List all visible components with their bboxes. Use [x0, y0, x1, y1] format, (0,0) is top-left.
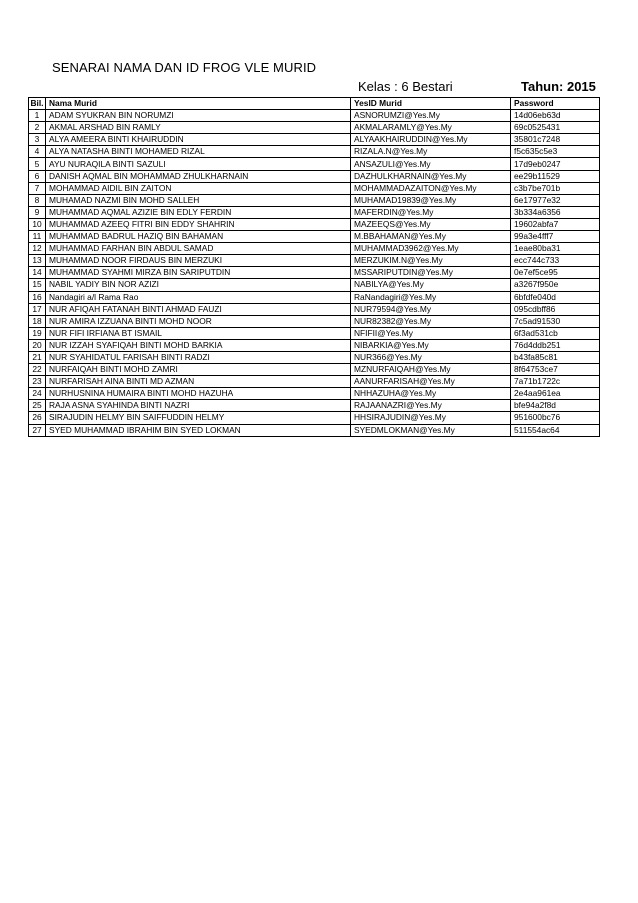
yesid-cell: SYEDMLOKMAN@Yes.My — [351, 424, 511, 436]
password-cell: 17d9eb0247 — [511, 158, 600, 170]
row-number-cell: 14 — [29, 267, 46, 279]
table-row — [29, 122, 600, 134]
page-title: SENARAI NAMA DAN ID FROG VLE MURID — [52, 60, 317, 75]
student-name-cell: NURFAIQAH BINTI MOHD ZAMRI — [46, 364, 351, 376]
class-label: Kelas : 6 Bestari — [358, 79, 453, 94]
table-row — [29, 315, 600, 327]
column-header-bil: Bil. — [30, 98, 44, 109]
password-cell: b43fa85c81 — [511, 351, 600, 363]
student-name-cell: NUR SYAHIDATUL FARISAH BINTI RADZI — [46, 351, 351, 363]
password-cell: 76d4ddb251 — [511, 339, 600, 351]
yesid-cell: NFIFII@Yes.My — [351, 327, 511, 339]
column-header-nama: Nama Murid — [46, 98, 351, 110]
table-row — [29, 170, 600, 182]
row-number-cell: 9 — [29, 206, 46, 218]
table-row — [29, 388, 600, 400]
student-name-cell: MOHAMMAD AIDIL BIN ZAITON — [46, 182, 351, 194]
table-row — [29, 339, 600, 351]
password-cell: 6e17977e32 — [511, 194, 600, 206]
yesid-cell: RIZALA.N@Yes.My — [351, 146, 511, 158]
row-number-cell: 3 — [29, 134, 46, 146]
yesid-cell: NHHAZUHA@Yes.My — [351, 388, 511, 400]
student-name-cell: MUHAMMAD AZEEQ FITRI BIN EDDY SHAHRIN — [46, 218, 351, 230]
row-number-cell: 10 — [29, 218, 46, 230]
password-cell: 095cdbff86 — [511, 303, 600, 315]
password-cell: 69c0525431 — [511, 122, 600, 134]
table-row — [29, 327, 600, 339]
student-name-cell: ALYA AMEERA BINTI KHAIRUDDIN — [46, 134, 351, 146]
row-number-cell: 13 — [29, 255, 46, 267]
yesid-cell: NABILYA@Yes.My — [351, 279, 511, 291]
row-number-cell: 6 — [29, 170, 46, 182]
password-cell: 19602abfa7 — [511, 218, 600, 230]
password-cell: 7a71b1722c — [511, 376, 600, 388]
password-cell: 14d06eb63d — [511, 110, 600, 122]
row-number-cell: 25 — [29, 400, 46, 412]
yesid-cell: HHSIRAJUDIN@Yes.My — [351, 412, 511, 424]
password-cell: 7c5ad91530 — [511, 315, 600, 327]
password-cell: 35801c7248 — [511, 134, 600, 146]
row-number-cell: 18 — [29, 315, 46, 327]
student-name-cell: NUR AFIQAH FATANAH BINTI AHMAD FAUZI — [46, 303, 351, 315]
password-cell: 2e4aa961ea — [511, 388, 600, 400]
password-cell: 6bfdfe040d — [511, 291, 600, 303]
table-row — [29, 146, 600, 158]
student-name-cell: SIRAJUDIN HELMY BIN SAIFFUDDIN HELMY — [46, 412, 351, 424]
password-cell: bfe94a2f8d — [511, 400, 600, 412]
table-row — [29, 231, 600, 243]
yesid-cell: MZNURFAIQAH@Yes.My — [351, 364, 511, 376]
table-row — [29, 303, 600, 315]
table-row — [29, 110, 600, 122]
table-row — [29, 376, 600, 388]
student-name-cell: SYED MUHAMMAD IBRAHIM BIN SYED LOKMAN — [46, 424, 351, 436]
table-row — [29, 412, 600, 424]
student-name-cell: DANISH AQMAL BIN MOHAMMAD ZHULKHARNAIN — [46, 170, 351, 182]
password-cell: 0e7ef5ce95 — [511, 267, 600, 279]
row-number-cell: 4 — [29, 146, 46, 158]
password-cell: 99a3e4fff7 — [511, 231, 600, 243]
row-number-cell: 23 — [29, 376, 46, 388]
table-row — [29, 291, 600, 303]
yesid-cell: NIBARKIA@Yes.My — [351, 339, 511, 351]
student-name-cell: ALYA NATASHA BINTI MOHAMED RIZAL — [46, 146, 351, 158]
student-name-cell: MUHAMMAD AQMAL AZIZIE BIN EDLY FERDIN — [46, 206, 351, 218]
column-header-yesid: YesID Murid — [351, 98, 511, 110]
column-header-password: Password — [511, 98, 600, 110]
password-cell: 951600bc76 — [511, 412, 600, 424]
password-cell: 6f3ad531cb — [511, 327, 600, 339]
student-name-cell: Nandagiri a/l Rama Rao — [46, 291, 351, 303]
row-number-cell: 2 — [29, 122, 46, 134]
yesid-cell: MAFERDIN@Yes.My — [351, 206, 511, 218]
yesid-cell: MAZEEQS@Yes.My — [351, 218, 511, 230]
yesid-cell: MUHAMMAD3962@Yes.My — [351, 243, 511, 255]
table-body — [29, 110, 600, 437]
yesid-cell: AKMALARAMLY@Yes.My — [351, 122, 511, 134]
row-number-cell: 21 — [29, 351, 46, 363]
table-row — [29, 267, 600, 279]
student-name-cell: AKMAL ARSHAD BIN RAMLY — [46, 122, 351, 134]
row-number-cell: 24 — [29, 388, 46, 400]
table-row — [29, 134, 600, 146]
student-name-cell: NUR IZZAH SYAFIQAH BINTI MOHD BARKIA — [46, 339, 351, 351]
student-name-cell: NURFARISAH AINA BINTI MD AZMAN — [46, 376, 351, 388]
yesid-cell: DAZHULKHARNAIN@Yes.My — [351, 170, 511, 182]
student-name-cell: NUR FIFI IRFIANA BT ISMAIL — [46, 327, 351, 339]
yesid-cell: MOHAMMADAZAITON@Yes.My — [351, 182, 511, 194]
password-cell: ecc744c733 — [511, 255, 600, 267]
row-number-cell: 7 — [29, 182, 46, 194]
row-number-cell: 20 — [29, 339, 46, 351]
yesid-cell: ASNORUMZI@Yes.My — [351, 110, 511, 122]
row-number-cell: 19 — [29, 327, 46, 339]
password-cell: ee29b11529 — [511, 170, 600, 182]
student-name-cell: MUHAMMAD NOOR FIRDAUS BIN MERZUKI — [46, 255, 351, 267]
table-row — [29, 158, 600, 170]
row-number-cell: 26 — [29, 412, 46, 424]
student-name-cell: NABIL YADIY BIN NOR AZIZI — [46, 279, 351, 291]
yesid-cell: AANURFARISAH@Yes.My — [351, 376, 511, 388]
row-number-cell: 11 — [29, 231, 46, 243]
password-cell: 3b334a6356 — [511, 206, 600, 218]
student-name-cell: ADAM SYUKRAN BIN NORUMZI — [46, 110, 351, 122]
yesid-cell: RaNandagiri@Yes.My — [351, 291, 511, 303]
password-cell: a3267f950e — [511, 279, 600, 291]
table-row — [29, 206, 600, 218]
student-name-cell: NUR AMIRA IZZUANA BINTI MOHD NOOR — [46, 315, 351, 327]
student-name-cell: NURHUSNINA HUMAIRA BINTI MOHD HAZUHA — [46, 388, 351, 400]
yesid-cell: NUR82382@Yes.My — [351, 315, 511, 327]
row-number-cell: 12 — [29, 243, 46, 255]
yesid-cell: NUR79594@Yes.My — [351, 303, 511, 315]
table-row — [29, 194, 600, 206]
row-number-cell: 8 — [29, 194, 46, 206]
table-row — [29, 364, 600, 376]
student-name-cell: MUHAMAD NAZMI BIN MOHD SALLEH — [46, 194, 351, 206]
row-number-cell: 16 — [29, 291, 46, 303]
student-name-cell: MUHAMMAD SYAHMI MIRZA BIN SARIPUTDIN — [46, 267, 351, 279]
table-row — [29, 243, 600, 255]
student-name-cell: MUHAMMAD BADRUL HAZIQ BIN BAHAMAN — [46, 231, 351, 243]
password-cell: 511554ac64 — [511, 424, 600, 436]
student-name-cell: RAJA ASNA SYAHINDA BINTI NAZRI — [46, 400, 351, 412]
row-number-cell: 22 — [29, 364, 46, 376]
yesid-cell: M.BBAHAMAN@Yes.My — [351, 231, 511, 243]
table-header-row — [29, 98, 600, 110]
password-cell: f5c635c5e3 — [511, 146, 600, 158]
table-row — [29, 255, 600, 267]
row-number-cell: 15 — [29, 279, 46, 291]
password-cell: 1eae80ba31 — [511, 243, 600, 255]
table-row — [29, 424, 600, 436]
yesid-cell: RAJAANAZRI@Yes.My — [351, 400, 511, 412]
yesid-cell: NUR366@Yes.My — [351, 351, 511, 363]
year-label: Tahun: 2015 — [521, 79, 596, 94]
password-cell: c3b7be701b — [511, 182, 600, 194]
yesid-cell: MERZUKIM.N@Yes.My — [351, 255, 511, 267]
table-row — [29, 218, 600, 230]
yesid-cell: ALYAAKHAIRUDDIN@Yes.My — [351, 134, 511, 146]
yesid-cell: ANSAZULI@Yes.My — [351, 158, 511, 170]
row-number-cell: 5 — [29, 158, 46, 170]
student-table — [28, 97, 600, 437]
table-row — [29, 400, 600, 412]
yesid-cell: MUHAMAD19839@Yes.My — [351, 194, 511, 206]
yesid-cell: MSSARIPUTDIN@Yes.My — [351, 267, 511, 279]
row-number-cell: 1 — [29, 110, 46, 122]
table-row — [29, 182, 600, 194]
row-number-cell: 17 — [29, 303, 46, 315]
row-number-cell: 27 — [29, 424, 46, 436]
password-cell: 8f64753ce7 — [511, 364, 600, 376]
table-row — [29, 351, 600, 363]
student-name-cell: MUHAMMAD FARHAN BIN ABDUL SAMAD — [46, 243, 351, 255]
student-name-cell: AYU NURAQILA BINTI SAZULI — [46, 158, 351, 170]
table-row — [29, 279, 600, 291]
